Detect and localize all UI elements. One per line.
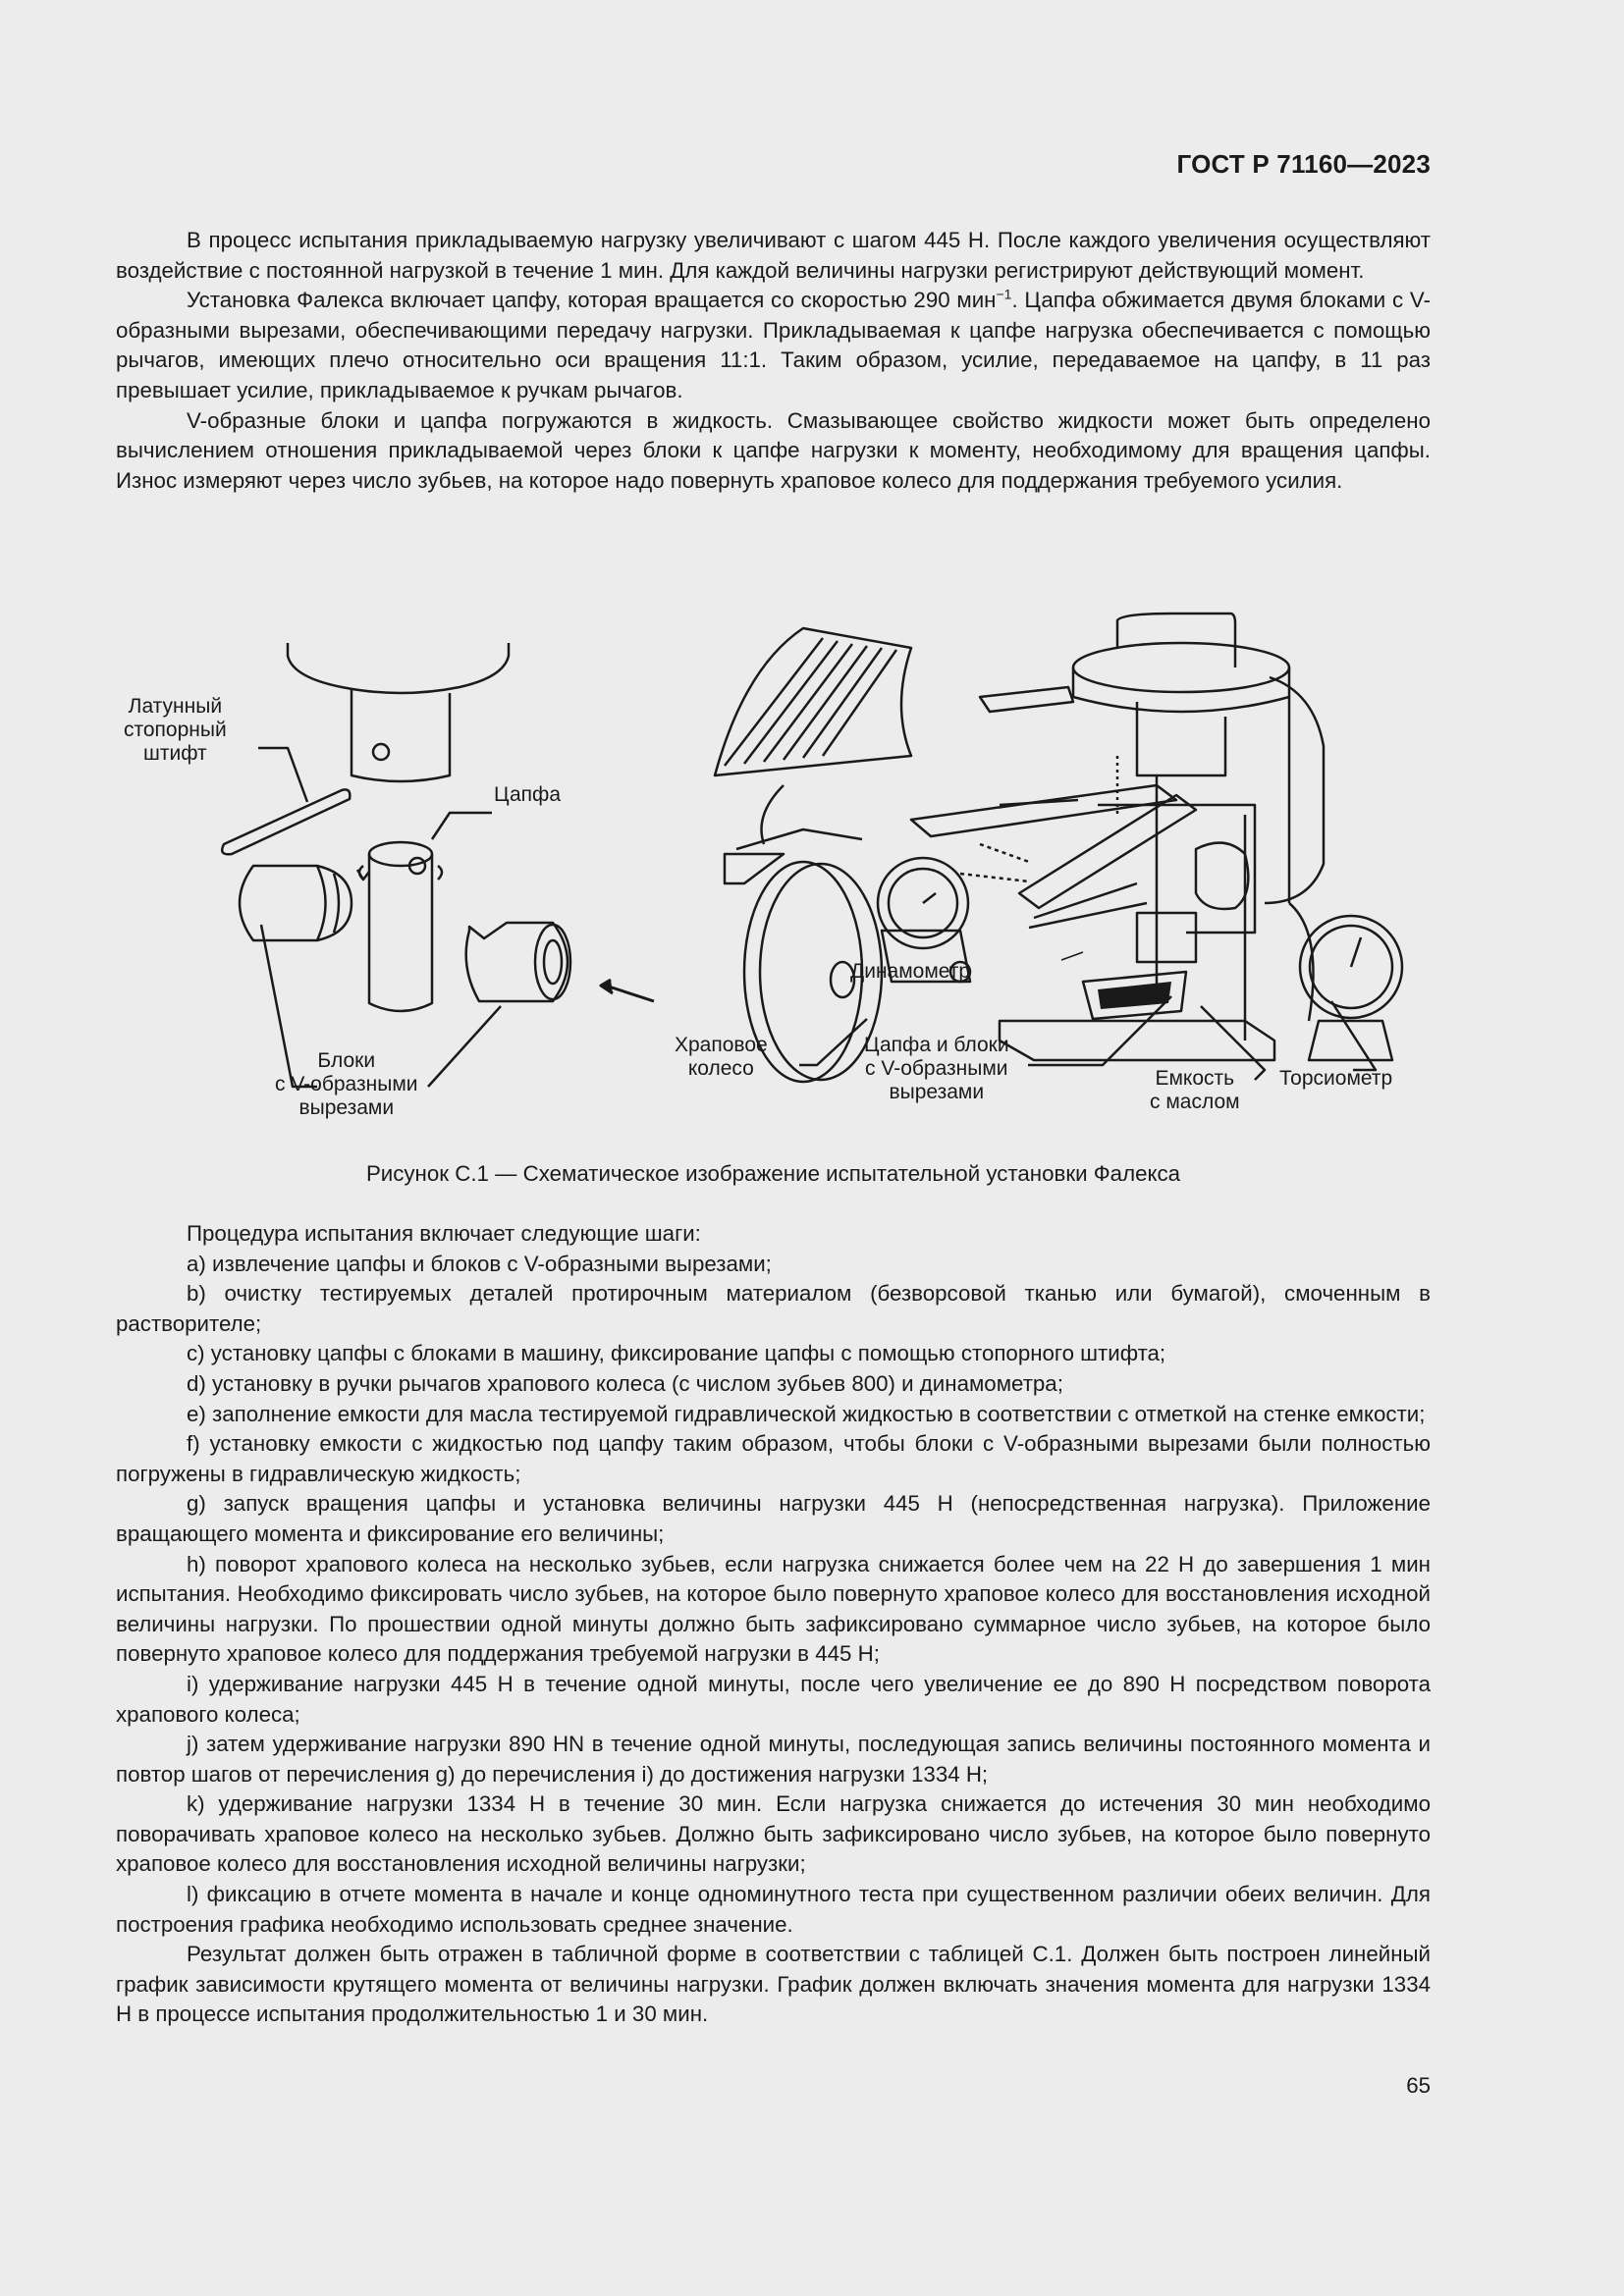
list-item: g) запуск вращения цапфы и установка величины нагрузки 445 Н (непосредственная нагрузка). Приложение вращающего момента и фиксирование его величины; — [116, 1491, 1431, 1546]
label-line: стопорный — [124, 719, 227, 741]
v-block-right — [466, 923, 570, 1001]
lever-arms — [911, 785, 1196, 928]
label-oil-cup — [1150, 1067, 1240, 1114]
oil-cup — [1083, 972, 1186, 1019]
ratchet-scale — [715, 628, 911, 844]
list-item: b) очистку тестируемых деталей протирочным материалом (безворсовой тканью или бумагой), смоченным в растворителе; — [116, 1281, 1431, 1336]
label-v-blocks — [275, 1049, 418, 1120]
label-line: Емкость — [1155, 1067, 1235, 1090]
text-run: . Цапфа обжимается двумя блоками с V-образными вырезами, обеспечивающими передачу нагрузки. Прикладываемая к цапфе нагрузка обеспечивается с помощью рычагов, имеющих плечо относительно оси вращения 11:1. Таким образом, усилие, передаваемое на цапфу, в 11 раз превышает усилие, прикладываемое к ручкам рычагов. — [116, 288, 1431, 402]
label-line: штифт — [143, 742, 207, 765]
falex-figure — [116, 609, 1431, 1119]
paragraph — [116, 286, 1431, 405]
label-dynamometer: Динамометр — [850, 960, 971, 983]
label-line: с V-образными — [275, 1073, 418, 1095]
list-item: f) установку емкости с жидкостью под цапфу таким образом, чтобы блоки с V-образными вырезами были полностью погружены в гидравлическую жидкость; — [116, 1431, 1431, 1486]
label-line: колесо — [687, 1057, 754, 1080]
label-line: с V-образными — [865, 1057, 1008, 1080]
falex-drawing — [116, 609, 1431, 1119]
paragraph: V-образные блоки и цапфа погружаются в жидкость. Смазывающее свойство жидкости может быть определено вычислением отношения прикладываемой через блоки к цапфе нагрузки к моменту, необходимому для вращения цапфы. Износ измеряют через число зубьев, на которое надо повернуть храповое колесо для поддержания требуемого усилия. — [116, 407, 1431, 493]
document-header: ГОСТ Р 71160—2023 — [1176, 149, 1431, 179]
text-run: Установка Фалекса включает цапфу, которая вращается со скоростью 290 мин — [187, 288, 997, 313]
label-line: Храповое — [675, 1034, 768, 1056]
spindle-chuck — [288, 643, 509, 781]
procedure-intro: Процедура испытания включает следующие шаги: — [187, 1221, 701, 1246]
label-line: Цапфа и блоки — [864, 1034, 1009, 1056]
list-item: j) затем удерживание нагрузки 890 HN в течение одной минуты, последующая запись величины постоянного момента и повтор шагов от перечисления g) до перечисления i) до достижения нагрузки 1334 Н; — [116, 1732, 1431, 1787]
v-block-left — [240, 866, 352, 940]
brass-pin — [222, 789, 350, 854]
label-line: вырезами — [298, 1096, 395, 1119]
intro-section — [116, 226, 1431, 496]
label-line: Латунный — [128, 695, 223, 718]
list-item: h) поворот храпового колеса на несколько зубьев, если нагрузка снижается более чем на 22 Н до завершения 1 мин испытания. Необходимо фиксировать число зубьев, на которое было повернуто храповое колесо для восстановления исходной величины нагрузки. По прошествии одной минуты должно быть зафиксировано суммарное число зубьев, на которое было повернуто храповое колесо для поддержания требуемой нагрузки в 445 Н; — [116, 1551, 1431, 1667]
list-item: е) заполнение емкости для масла тестируемой гидравлической жидкостью в соответствии с отметкой на стенке емкости; — [187, 1401, 1426, 1426]
paragraph: Результат должен быть отражен в табличной форме в соответствии с таблицей С.1. Должен быть построен линейный график зависимости крутящего момента от величины нагрузки. График должен включать значения момента для нагрузки 1334 Н в процессе испытания продолжительностью 1 и 30 мин. — [116, 1942, 1431, 2027]
superscript: −1 — [996, 286, 1012, 302]
page-number: 65 — [1406, 2073, 1431, 2098]
arrow-left — [601, 980, 654, 1001]
procedure-section — [116, 1219, 1431, 2030]
list-item: i) удерживание нагрузки 445 Н в течение одной минуты, после чего увеличение ее до 890 Н посредством поворота храпового колеса; — [116, 1671, 1431, 1727]
list-item: k) удерживание нагрузки 1334 Н в течение 30 мин. Если нагрузка снижается до истечения 30 мин необходимо поворачивать храповое колесо на несколько зубьев. Должно быть зафиксировано число зубьев, на которое было повернуто храповое колесо для восстановления исходной величины нагрузки; — [116, 1791, 1431, 1877]
label-journal-blocks — [864, 1034, 1009, 1104]
list-item: а) извлечение цапфы и блоков с V-образными вырезами; — [187, 1251, 772, 1276]
paragraph: В процесс испытания прикладываемую нагрузку увеличивают с шагом 445 Н. После каждого увеличения осуществляют воздействие с постоянной нагрузкой в течение 1 мин. Для каждой величины нагрузки регистрируют действующий момент. — [116, 228, 1431, 283]
journal-shaft — [357, 842, 442, 1011]
label-brass-pin — [124, 695, 227, 766]
label-torque-gauge: Торсиометр — [1279, 1067, 1393, 1090]
label-line: Блоки — [317, 1049, 376, 1072]
label-ratchet-wheel — [675, 1034, 768, 1081]
label-line: с маслом — [1150, 1091, 1240, 1113]
torque-gauge — [1289, 903, 1402, 1060]
list-item: с) установку цапфы с блоками в машину, фиксирование цапфы с помощью стопорного штифта; — [187, 1341, 1166, 1366]
label-journal: Цапфа — [494, 783, 562, 806]
label-line: вырезами — [889, 1081, 985, 1103]
list-item: d) установку в ручки рычагов храпового колеса (с числом зубьев 800) и динамометра; — [187, 1370, 1063, 1396]
figure-caption: Рисунок С.1 — Схематическое изображение испытательной установки Фалекса — [365, 1161, 1181, 1186]
list-item: l) фиксацию в отчете момента в начале и конце одноминутного теста при существенном различии обеих величин. Для построения графика необходимо использовать среднее значение. — [116, 1882, 1431, 1937]
